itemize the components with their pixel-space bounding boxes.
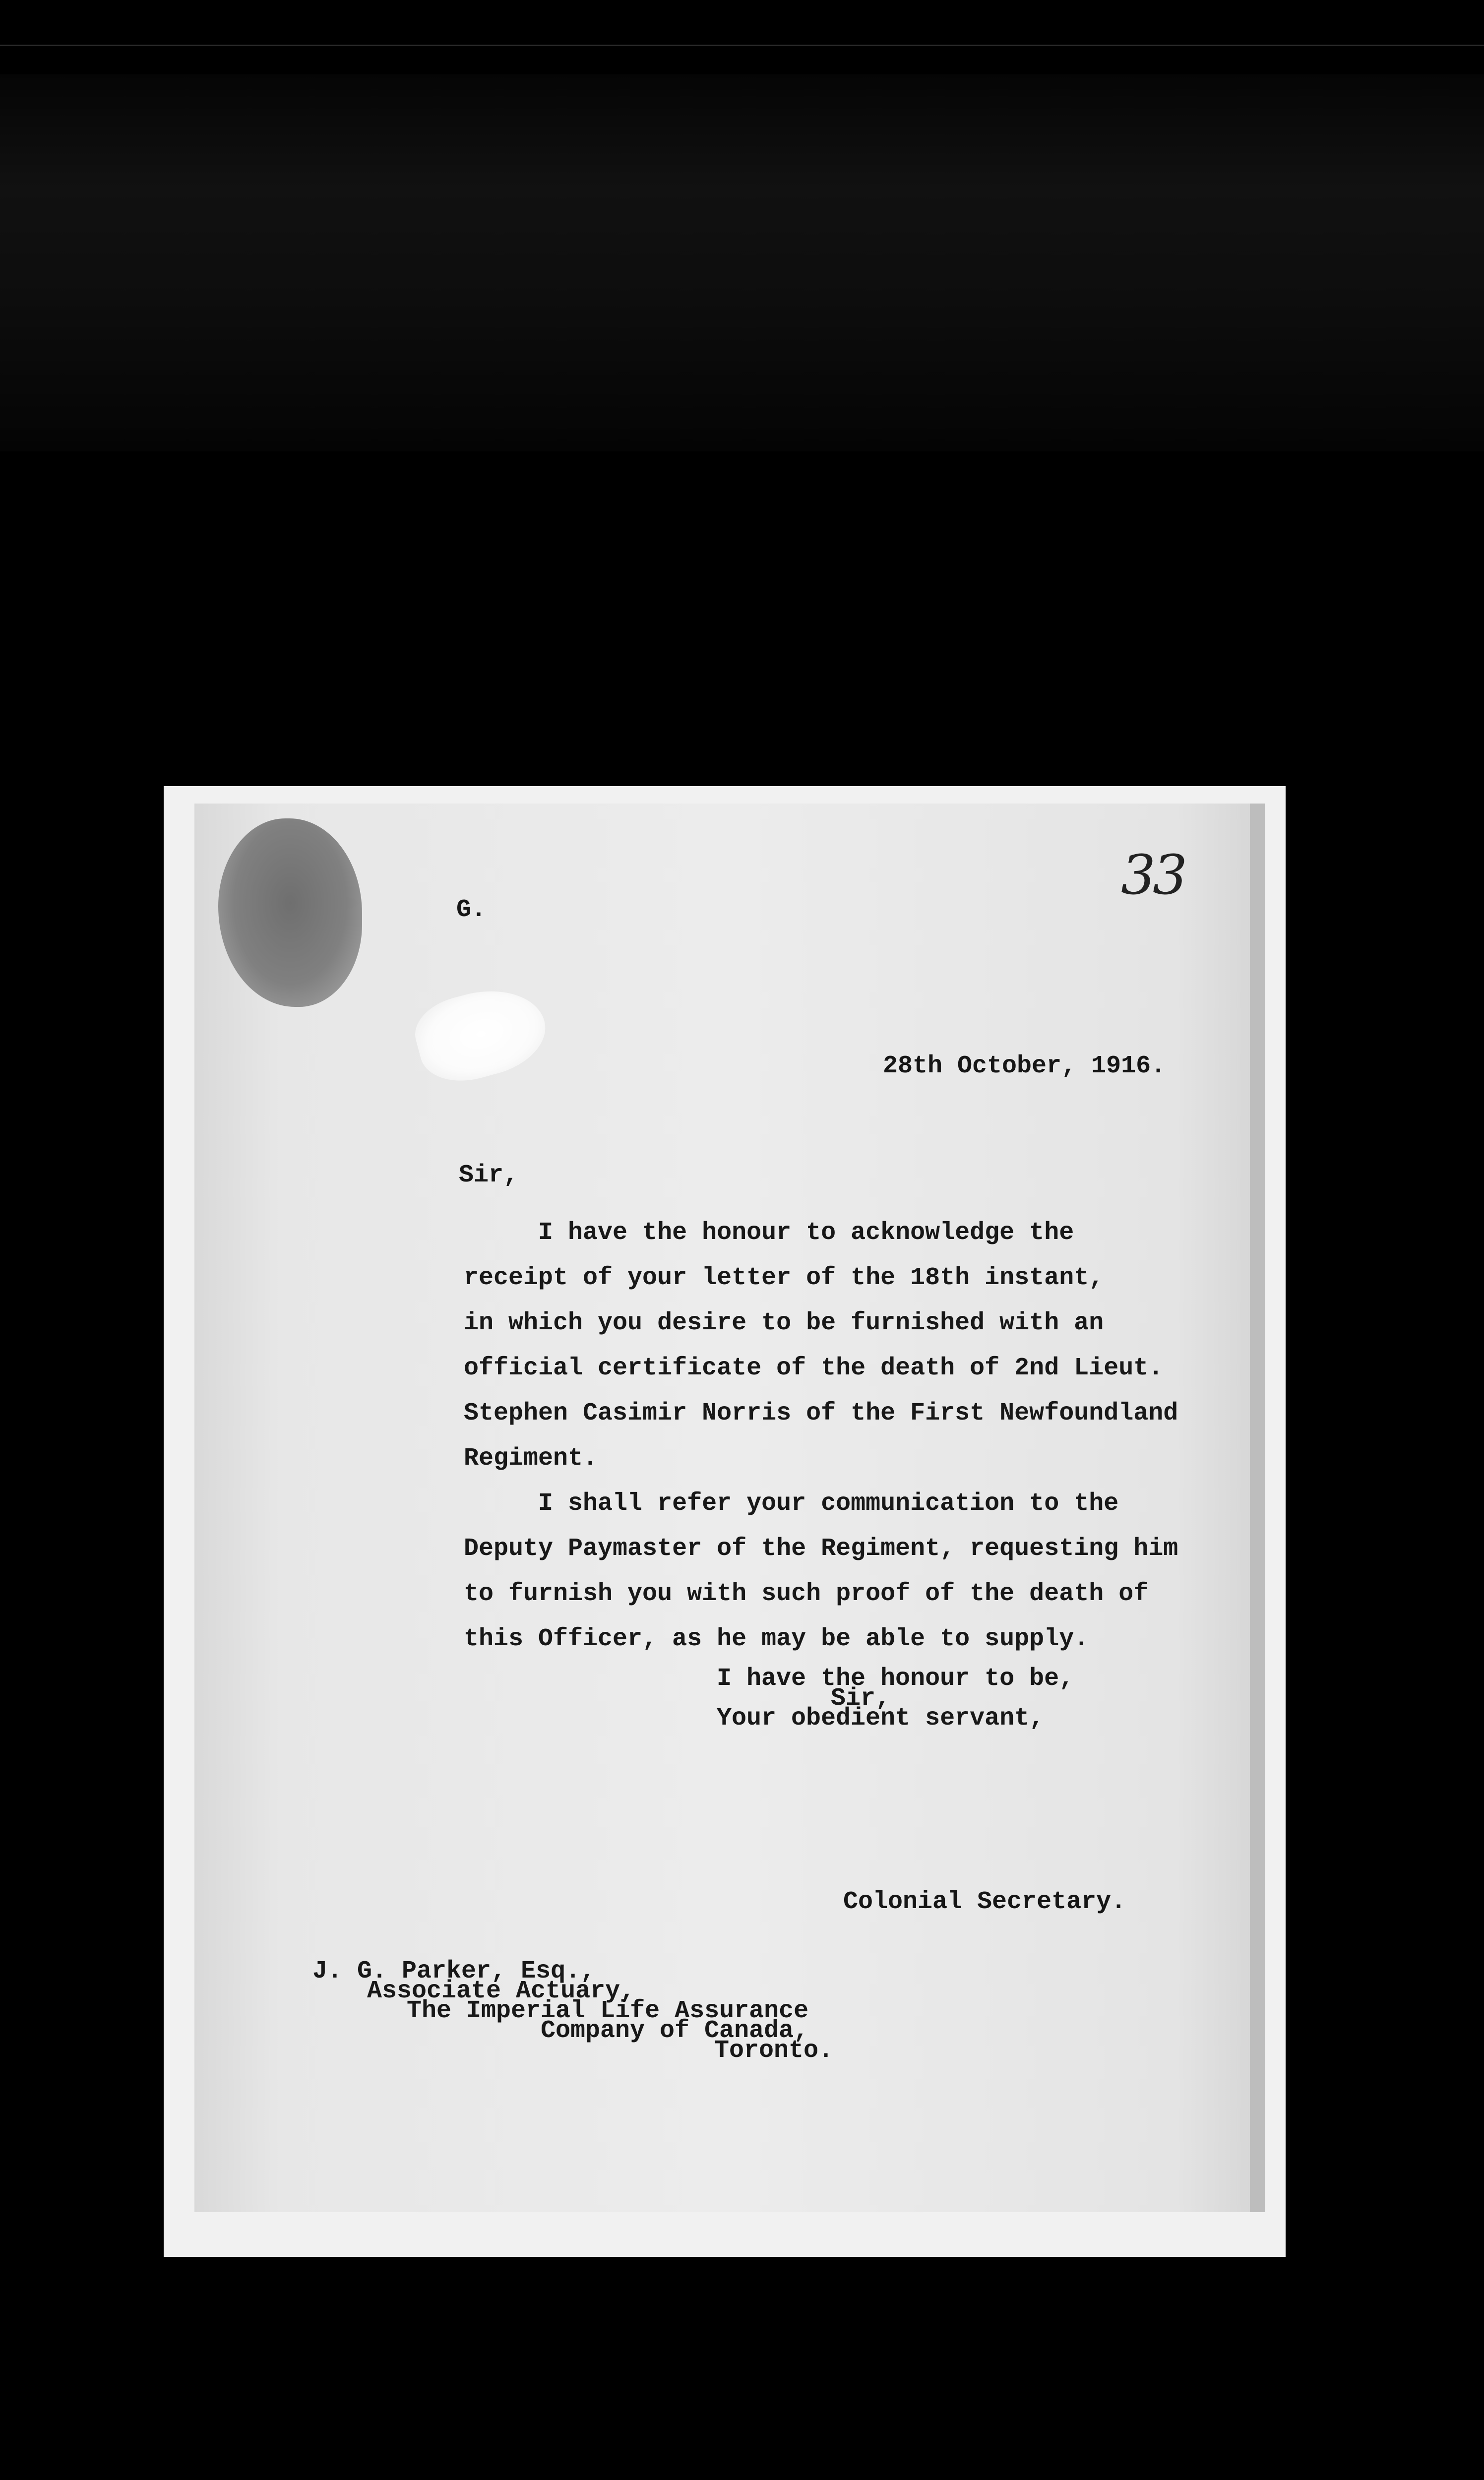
scan-background-band (0, 74, 1484, 451)
letter-body (464, 1210, 1257, 1662)
addressee-line: Associate Actuary, (367, 1977, 635, 2005)
body-line: official certificate of the death of 2nd Lieut. (464, 1354, 1164, 1382)
header-mark: G. (456, 896, 487, 924)
letter-date: 28th October, 1916. (883, 1052, 1166, 1080)
addressee-line: Toronto. (714, 2037, 834, 2065)
body-line: to furnish you with such proof of the death of (464, 1580, 1149, 1608)
body-line: Regiment. (464, 1444, 598, 1473)
body-line: I shall refer your communication to the (464, 1489, 1119, 1518)
closing-line: Sir, (831, 1684, 891, 1713)
addressee-block (312, 1957, 834, 2065)
closing-line: I have the honour to be, (717, 1665, 1074, 1693)
body-line: Deputy Paymaster of the Regiment, requesting him (464, 1535, 1178, 1563)
body-line: this Officer, as he may be able to supply. (464, 1625, 1089, 1653)
body-line: I have the honour to acknowledge the (464, 1219, 1074, 1247)
addressee-line: Company of Canada, (541, 2017, 809, 2045)
body-line: in which you desire to be furnished with an (464, 1309, 1104, 1337)
scan-top-line (0, 45, 1484, 46)
salutation: Sir, (459, 1161, 519, 1189)
addressee-line: The Imperial Life Assurance (407, 1997, 809, 2025)
closing-block (717, 1665, 1074, 1733)
body-line: Stephen Casimir Norris of the First Newfoundland (464, 1399, 1178, 1427)
signature: Colonial Secretary. (843, 1888, 1126, 1916)
body-line: receipt of your letter of the 18th instant, (464, 1264, 1104, 1292)
addressee-line: J. G. Parker, Esq., (312, 1957, 596, 1985)
page-number-handwritten: 33 (1121, 843, 1184, 907)
closing-line: Your obedient servant, (717, 1704, 1045, 1733)
